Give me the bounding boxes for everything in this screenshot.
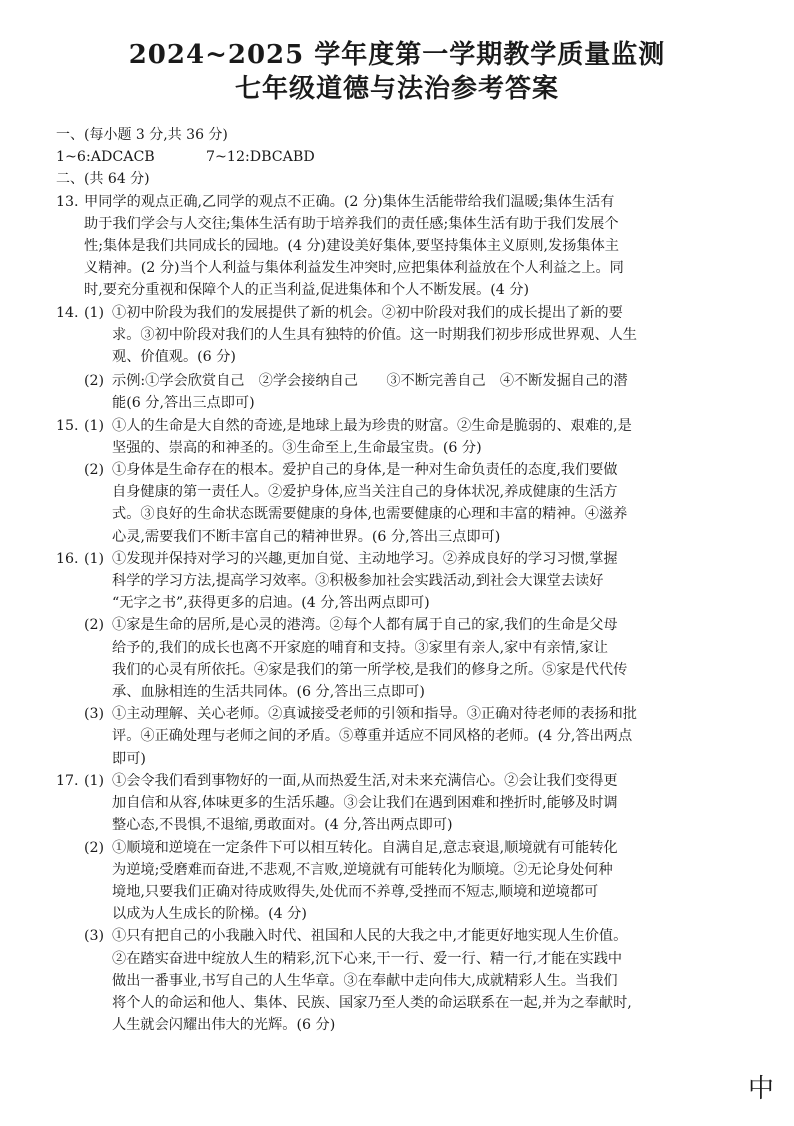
question-17 [56, 770, 728, 1036]
answer-line: 示例:①学会欣赏自己 ②学会接纳自己 ③不断完善自己 ④不断发掘自己的潜 [112, 373, 628, 390]
answer-line: 科学的学习方法,提高学习效率。③积极参加社会实践活动,到社会大课堂去读好 [112, 573, 604, 590]
part-number: (2) [84, 617, 105, 634]
answer-line: 为逆境;受磨难而奋进,不悲观,不言败,逆境就有可能转化为顺境。②无论身处何种 [112, 861, 613, 878]
answer-line: ②在踏实奋进中绽放人生的精彩,沉下心来,干一行、爱一行、精一行,才能在实践中 [112, 950, 623, 967]
answer-line: 承、血脉相连的生活共同体。(6 分,答出三点即可) [112, 684, 425, 701]
corner-mark: 中 [748, 1074, 775, 1104]
question-number: 16. [56, 550, 79, 567]
answer-line: 助于我们学会与人交往;集体生活有助于培养我们的责任感;集体生活有助于我们发展个 [84, 215, 619, 232]
part-number: (3) [84, 706, 105, 723]
answer-line: 整心态,不畏惧,不退缩,勇敢面对。(4 分,答出两点即可) [112, 817, 453, 834]
answer-line: 心灵,需要我们不断丰富自己的精神世界。(6 分,答出三点即可) [112, 528, 501, 545]
answers-1-6: 1~6:ADCACB [56, 149, 155, 166]
answer-line: 境地,只要我们正确对待成败得失,处优而不养尊,受挫而不短志,顺境和逆境都可 [112, 883, 599, 900]
question-17-part-3 [84, 925, 728, 1036]
answer-line: 以成为人生成长的阶梯。(4 分) [112, 906, 307, 923]
question-15-part-1 [84, 415, 728, 459]
question-14 [56, 302, 728, 415]
answer-line: ①人的生命是大自然的奇迹,是地球上最为珍贵的财富。②生命是脆弱的、艰难的,是 [112, 417, 632, 434]
answer-line: 求。③初中阶段对我们的人生具有独特的价值。这一时期我们初步形成世界观、人生 [112, 326, 637, 343]
question-16-part-1 [84, 548, 728, 615]
answer-line: 做出一番事业,书写自己的人生华章。③在奉献中走向伟大,成就精彩人生。当我们 [112, 972, 618, 989]
question-17-part-2 [84, 837, 728, 926]
question-14-part-1 [84, 302, 728, 369]
question-number: 17. [56, 772, 79, 789]
question-16-part-2 [84, 614, 728, 703]
answer-line: 能(6 分,答出三点即可) [112, 395, 255, 412]
answer-line: ①会令我们看到事物好的一面,从而热爱生活,对未来充满信心。②会让我们变得更 [112, 772, 618, 789]
answer-line: ①家是生命的居所,是心灵的港湾。②每个人都有属于自己的家,我们的生命是父母 [112, 617, 618, 634]
question-15-part-2 [84, 459, 728, 548]
answer-line: 自身健康的第一责任人。②爱护身体,应当关注自己的身体状况,养成健康的生活方 [112, 484, 618, 501]
answer-line: 我们的心灵有所依托。④家是我们的第一所学校,是我们的修身之所。⑤家是代代传 [112, 661, 628, 678]
question-14-part-2 [84, 370, 728, 414]
answer-line: ①只有把自己的小我融入时代、祖国和人民的大我之中,才能更好地实现人生价值。 [112, 928, 628, 945]
answer-line: ①顺境和逆境在一定条件下可以相互转化。自满自足,意志衰退,顺境就有可能转化 [112, 839, 618, 856]
question-16-part-3 [84, 703, 728, 770]
part-number: (3) [84, 928, 105, 945]
answer-line: “无字之书”,获得更多的启迪。(4 分,答出两点即可) [112, 595, 430, 612]
answer-line: 给予的,我们的成长也离不开家庭的哺育和支持。③家里有亲人,家中有亲情,家让 [112, 639, 608, 656]
answer-line: 观、价值观。(6 分) [112, 349, 236, 366]
section2-heading: 二、(共 64 分) [56, 171, 150, 188]
answer-line: 将个人的命运和他人、集体、民族、国家乃至人类的命运联系在一起,并为之奉献时, [112, 994, 632, 1011]
question-number: 13. [56, 193, 79, 210]
answer-line: 式。③良好的生命状态既需要健康的身体,也需要健康的心理和丰富的精神。④滋养 [112, 506, 628, 523]
answer-line: ①主动理解、关心老师。②真诚接受老师的引领和指导。③正确对待老师的表扬和批 [112, 706, 637, 723]
answer-line: 性;集体是我们共同成长的园地。(4 分)建设美好集体,要坚持集体主义原则,发扬集体主 [84, 238, 619, 255]
answer-line: ①初中阶段为我们的发展提供了新的机会。②初中阶段对我们的成长提出了新的要 [112, 304, 623, 321]
answer-line: 时,要充分重视和保障个人的正当利益,促进集体和个人不断发展。(4 分) [84, 282, 530, 299]
section1-answers [56, 146, 728, 168]
part-number: (1) [84, 304, 105, 321]
answer-line: ①身体是生命存在的根本。爱护自己的身体,是一种对生命负责任的态度,我们要做 [112, 462, 618, 479]
answer-line: 评。④正确处理与老师之间的矛盾。⑤尊重并适应不同风格的老师。(4 分,答出两点 [112, 728, 633, 745]
part-number: (1) [84, 772, 105, 789]
answer-line: 坚强的、崇高的和神圣的。③生命至上,生命最宝贵。(6 分) [112, 439, 482, 456]
question-16 [56, 548, 728, 770]
part-number: (2) [84, 373, 105, 390]
answer-line: 甲同学的观点正确,乙同学的观点不正确。(2 分)集体生活能带给我们温暖;集体生活有 [84, 193, 615, 210]
answer-line: ①发现并保持对学习的兴趣,更加自觉、主动地学习。②养成良好的学习习惯,掌握 [112, 550, 618, 567]
part-number: (2) [84, 462, 105, 479]
question-13 [56, 191, 728, 302]
answer-body [56, 124, 728, 1036]
answers-7-12: 7~12:DBCABD [206, 149, 315, 166]
question-15 [56, 415, 728, 548]
question-number: 14. [56, 304, 79, 321]
section1-heading: 一、(每小题 3 分,共 36 分) [56, 127, 228, 143]
document-subtitle: 七年级道德与法治参考答案 [234, 74, 559, 104]
document-title: 2024~2025 学年度第一学期教学质量监测 [128, 40, 666, 70]
question-13-answer [84, 191, 728, 302]
question-number: 15. [56, 417, 79, 434]
answer-line: 加自信和从容,体味更多的生活乐趣。③会让我们在遇到困难和挫折时,能够及时调 [112, 795, 618, 812]
answer-line: 义精神。(2 分)当个人利益与集体利益发生冲突时,应把集体利益放在个人利益之上。同 [84, 260, 624, 277]
question-17-part-1 [84, 770, 728, 837]
answer-line: 即可) [112, 750, 146, 767]
part-number: (1) [84, 417, 105, 434]
part-number: (2) [84, 839, 105, 856]
part-number: (1) [84, 550, 105, 567]
answer-line: 人生就会闪耀出伟大的光辉。(6 分) [112, 1017, 336, 1034]
